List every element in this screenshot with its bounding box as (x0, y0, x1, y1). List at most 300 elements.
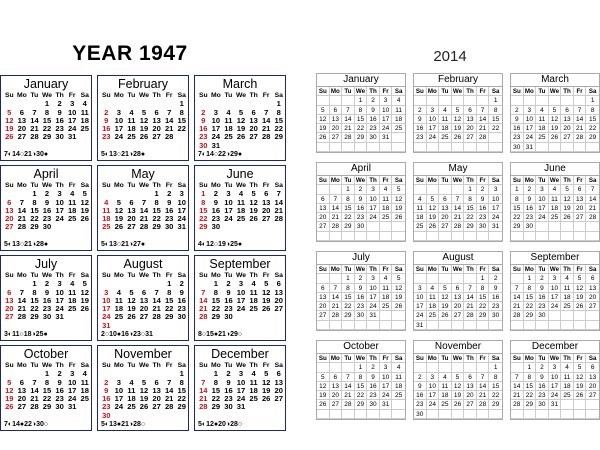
day-cell: 27 (574, 213, 587, 222)
day-cell: 14 (164, 115, 174, 125)
day-cell: 6 (19, 107, 24, 117)
day-cell (330, 143, 343, 152)
day-cell (477, 321, 490, 330)
day-cell: 15 (355, 115, 368, 124)
day-cell: 30 (355, 311, 368, 320)
day-cell: 19 (317, 124, 330, 133)
day-cell: 31 (177, 222, 186, 232)
day-cell: 24 (549, 391, 562, 400)
weekday-label: Tu (30, 362, 39, 369)
day-cell (247, 142, 260, 150)
day-cell: 21 (464, 302, 477, 311)
day-cell: 5 (7, 107, 12, 117)
weekday-label: Su (414, 87, 427, 96)
day-cell: 4 (116, 287, 121, 297)
month-card-november (97, 345, 189, 431)
day-cell: 10 (224, 197, 233, 207)
weekday-label: Fr (380, 265, 393, 274)
day-cell: 3 (57, 279, 62, 289)
day-cell: 23 (489, 302, 502, 311)
day-cell: 22 (489, 391, 502, 400)
moon-phases: 8○15●21◑29○ (198, 331, 243, 338)
day-cell: 18 (439, 124, 452, 133)
day-cell: 7 (452, 195, 465, 204)
week-row (511, 311, 599, 320)
day-cell: 22 (342, 213, 355, 222)
day-cell (66, 223, 79, 231)
day-cell: 31 (55, 312, 64, 322)
weekday-label: Th (152, 272, 161, 279)
day-cell: 27 (139, 312, 149, 322)
day-cell: 21 (511, 391, 524, 400)
weekday-header (511, 265, 599, 274)
day-cell: 25 (561, 302, 574, 311)
day-cell: 12 (139, 115, 149, 125)
weekday-label: We (452, 354, 465, 363)
weekday-label: Fr (574, 354, 587, 363)
day-cell: 6 (264, 189, 269, 199)
month-card-september (510, 251, 600, 331)
day-cell: 21 (164, 394, 174, 404)
weekday-label: Mo (210, 182, 221, 189)
day-cell: 11 (80, 107, 89, 117)
day-cell (222, 223, 235, 231)
day-cell: 2 (226, 369, 231, 379)
week-row (317, 96, 405, 105)
day-cell (464, 274, 477, 283)
moon-phases: 4◐12○19◑25● (198, 241, 243, 248)
week-row (317, 143, 405, 152)
day-cell (536, 321, 549, 330)
month-name: October (23, 347, 69, 361)
day-cell: 13 (586, 373, 599, 382)
day-cell: 10 (211, 115, 221, 125)
weekday-label: Sa (80, 182, 89, 189)
day-cell: 11 (427, 293, 440, 302)
month-card-november (413, 340, 503, 420)
day-cell (367, 222, 380, 231)
day-cell: 14 (164, 385, 174, 395)
day-cell: 23 (199, 132, 208, 142)
day-cell: 26 (452, 133, 465, 142)
day-cell (414, 363, 427, 372)
day-cell: 18 (249, 295, 258, 305)
week-row (511, 143, 599, 152)
day-cell (138, 322, 151, 330)
week-row (414, 115, 502, 124)
day-cell: 12 (5, 385, 14, 395)
day-cell: 24 (55, 304, 64, 314)
day-cell: 20 (574, 204, 587, 213)
day-cell (175, 133, 188, 141)
day-cell: 20 (317, 302, 330, 311)
day-cell: 18 (127, 124, 136, 134)
weekday-label: We (138, 272, 150, 279)
day-cell: 2 (536, 363, 549, 372)
day-cell: 7 (511, 284, 524, 293)
day-cell: 15 (152, 205, 161, 215)
week-row (511, 293, 599, 302)
day-cell (260, 142, 273, 150)
day-cell: 20 (261, 205, 271, 215)
day-cell: 9 (226, 377, 231, 387)
weekday-label: Sa (392, 176, 405, 185)
day-cell: 15 (511, 204, 524, 213)
day-cell: 11 (127, 385, 136, 395)
weekday-label: Sa (274, 182, 283, 189)
day-cell: 8 (201, 197, 206, 207)
day-cell: 21 (30, 394, 39, 404)
day-cell: 5 (141, 377, 147, 387)
day-cell (317, 321, 330, 330)
day-cell: 6 (561, 106, 574, 115)
day-cell: 3 (226, 189, 231, 199)
day-cell: 11 (392, 106, 405, 115)
day-cell: 28 (17, 312, 27, 322)
day-cell: 3 (70, 99, 75, 109)
day-cell: 21 (274, 205, 283, 215)
day-cell (464, 143, 477, 152)
day-cell: 28 (199, 312, 208, 322)
day-cell: 12 (439, 293, 452, 302)
day-cell: 13 (317, 293, 330, 302)
day-cell (511, 232, 524, 241)
day-cell: 2 (213, 189, 218, 199)
day-cell: 3 (536, 185, 549, 194)
day-cell: 13 (330, 382, 343, 391)
day-cell: 13 (274, 287, 283, 297)
weekday-label: Sa (80, 362, 89, 369)
week-row (98, 133, 188, 141)
week-row (1, 223, 91, 231)
weekday-label: Su (101, 362, 111, 369)
day-cell (574, 400, 587, 409)
day-cell: 24 (489, 213, 502, 222)
day-cell: 25 (380, 302, 393, 311)
day-cell: 9 (477, 195, 490, 204)
week-row (195, 313, 285, 321)
day-cell: 18 (127, 394, 136, 404)
day-cell (464, 321, 477, 330)
day-cell: 14 (139, 205, 149, 215)
day-cell (427, 232, 440, 241)
day-cell (235, 223, 248, 231)
weekday-label: Fr (262, 92, 270, 99)
day-cell: 4 (549, 185, 562, 194)
weekday-label: Mo (427, 176, 440, 185)
day-cell: 24 (236, 304, 246, 314)
weekday-label: Sa (392, 87, 405, 96)
day-cell: 29 (511, 222, 524, 231)
day-cell: 11 (380, 284, 393, 293)
day-cell: 5 (129, 287, 134, 297)
day-cell: 21 (17, 304, 27, 314)
day-cell (477, 232, 490, 241)
day-cell: 29 (355, 133, 368, 142)
day-cell: 8 (511, 195, 524, 204)
weekday-label: Tu (224, 362, 233, 369)
day-cell: 6 (439, 195, 452, 204)
day-cell: 6 (574, 185, 587, 194)
moon-phases: 7◐14●22◑30○ (4, 421, 49, 428)
day-cell: 27 (5, 312, 14, 322)
day-cell: 17 (67, 115, 77, 125)
day-cell: 4 (70, 189, 75, 199)
day-cell: 10 (380, 373, 393, 382)
month-card-october (316, 340, 406, 420)
week-row (511, 204, 599, 213)
day-cell (392, 133, 405, 142)
weekday-label: Tu (127, 92, 136, 99)
week-row (317, 302, 405, 311)
weekday-label: Mo (16, 182, 27, 189)
week-row (98, 403, 188, 411)
day-cell: 23 (164, 214, 174, 224)
day-cell: 6 (330, 373, 343, 382)
day-cell (175, 322, 188, 330)
month-card-march (510, 73, 600, 153)
day-cell (113, 412, 126, 420)
day-cell: 3 (427, 106, 440, 115)
day-cell: 9 (355, 195, 368, 204)
day-cell: 26 (439, 311, 452, 320)
weekday-label: Mo (16, 362, 27, 369)
week-row (511, 124, 599, 133)
day-cell: 25 (392, 391, 405, 400)
day-cell (561, 410, 574, 419)
weekday-label: Mo (210, 362, 221, 369)
day-cell: 24 (380, 124, 393, 133)
day-cell: 2 (167, 189, 172, 199)
day-cell: 19 (139, 124, 149, 134)
day-cell: 2 (511, 106, 524, 115)
day-cell: 28 (30, 402, 39, 412)
day-cell: 27 (330, 400, 343, 409)
day-cell: 10 (55, 287, 64, 297)
day-cell: 15 (586, 115, 599, 124)
weekday-label: Tu (127, 272, 136, 279)
day-cell (392, 232, 405, 241)
day-cell: 28 (164, 402, 174, 412)
weekday-label: Th (464, 176, 477, 185)
weekday-label: Sa (177, 272, 186, 279)
day-cell: 14 (17, 205, 27, 215)
weekday-header (98, 362, 188, 370)
day-cell: 15 (211, 295, 221, 305)
week-row (511, 195, 599, 204)
day-cell: 28 (152, 312, 161, 322)
week-row (317, 321, 405, 330)
day-cell (464, 363, 477, 372)
day-cell: 20 (330, 391, 343, 400)
week-row (511, 363, 599, 372)
weekday-label: Tu (224, 272, 233, 279)
day-cell: 15 (464, 204, 477, 213)
day-cell: 22 (152, 214, 161, 224)
day-cell: 7 (264, 107, 269, 117)
day-cell (342, 96, 355, 105)
day-cell: 8 (342, 284, 355, 293)
day-cell: 25 (549, 213, 562, 222)
weekday-label: We (235, 92, 247, 99)
day-cell: 5 (427, 195, 440, 204)
week-row (511, 185, 599, 194)
day-cell (272, 223, 285, 231)
day-cell (439, 363, 452, 372)
day-cell: 18 (80, 385, 89, 395)
day-cell: 21 (164, 124, 174, 134)
day-cell: 12 (317, 115, 330, 124)
day-cell: 10 (114, 385, 124, 395)
week-row (414, 204, 502, 213)
weekday-label: Sa (80, 272, 89, 279)
day-cell: 1 (489, 363, 502, 372)
weekday-label: Mo (330, 87, 343, 96)
day-cell: 10 (177, 197, 186, 207)
weekday-label: Tu (439, 354, 452, 363)
day-cell: 10 (367, 284, 380, 293)
weekday-header (414, 87, 502, 96)
day-cell: 20 (317, 213, 330, 222)
day-cell: 11 (68, 197, 77, 207)
day-cell (489, 133, 502, 142)
day-cell: 7 (19, 197, 24, 207)
month-card-july (316, 251, 406, 331)
day-cell: 21 (261, 124, 271, 134)
day-cell: 28 (477, 133, 490, 142)
week-row (511, 274, 599, 283)
day-cell (78, 223, 91, 231)
weekday-label: Fr (165, 92, 173, 99)
day-cell: 15 (42, 385, 52, 395)
day-cell: 1 (179, 99, 184, 109)
day-cell: 16 (102, 394, 111, 404)
day-cell: 9 (536, 284, 549, 293)
day-cell: 29 (152, 222, 161, 232)
day-cell: 25 (80, 124, 89, 134)
day-cell: 18 (102, 214, 111, 224)
moon-phases: 2○10●16◑23○31 (101, 331, 153, 338)
day-cell (355, 232, 368, 241)
day-cell: 23 (42, 214, 52, 224)
day-cell: 9 (367, 373, 380, 382)
day-cell: 26 (139, 402, 149, 412)
day-cell: 7 (19, 287, 24, 297)
day-cell (150, 322, 163, 330)
day-cell: 15 (42, 115, 52, 125)
day-cell: 10 (367, 195, 380, 204)
day-cell: 14 (452, 204, 465, 213)
day-cell: 28 (464, 311, 477, 320)
day-cell: 13 (561, 115, 574, 124)
day-cell: 9 (213, 197, 218, 207)
day-cell: 4 (129, 107, 134, 117)
day-cell: 22 (342, 302, 355, 311)
day-cell: 2 (477, 185, 490, 194)
day-cell (511, 410, 524, 419)
day-cell: 29 (355, 400, 368, 409)
day-cell: 12 (261, 287, 271, 297)
moon-phases: 5◐13○21◑27● (101, 241, 146, 248)
weekday-label: Th (152, 362, 161, 369)
moon-phases: 5◐13○21◑28● (101, 151, 146, 158)
month-card-january (316, 73, 406, 153)
day-cell: 7 (201, 287, 206, 297)
weekday-label: Tu (342, 354, 355, 363)
day-cell: 20 (274, 295, 283, 305)
day-cell (536, 410, 549, 419)
day-cell (355, 321, 368, 330)
day-cell (66, 313, 79, 321)
day-cell (317, 143, 330, 152)
weekday-label: We (452, 87, 465, 96)
day-cell: 1 (276, 99, 281, 109)
day-cell: 13 (17, 385, 27, 395)
weekday-header (98, 272, 188, 280)
day-cell: 15 (477, 293, 490, 302)
day-cell: 15 (489, 115, 502, 124)
weekday-label: Tu (439, 176, 452, 185)
week-row (414, 133, 502, 142)
month-name: March (222, 77, 258, 91)
day-cell: 25 (439, 133, 452, 142)
day-cell: 21 (30, 124, 39, 134)
day-cell: 18 (249, 385, 258, 395)
week-row (317, 115, 405, 124)
week-row (511, 410, 599, 419)
day-cell (549, 143, 562, 152)
day-cell: 26 (561, 213, 574, 222)
day-cell: 23 (536, 302, 549, 311)
week-row (98, 223, 188, 231)
day-cell: 13 (439, 204, 452, 213)
day-cell (452, 410, 465, 419)
month-name: September (511, 252, 599, 265)
week-row (317, 382, 405, 391)
day-cell: 1 (154, 189, 159, 199)
day-cell: 1 (342, 185, 355, 194)
day-cell (414, 232, 427, 241)
moon-phases: 5◐13○21◑28● (4, 241, 49, 248)
weekday-label: Fr (380, 176, 393, 185)
day-cell: 19 (392, 204, 405, 213)
day-cell: 4 (82, 99, 87, 109)
day-cell: 2 (104, 107, 109, 117)
day-cell: 18 (114, 304, 124, 314)
day-cell: 17 (367, 204, 380, 213)
day-cell (574, 311, 587, 320)
day-cell: 1 (477, 274, 490, 283)
day-cell: 13 (17, 115, 27, 125)
day-cell: 6 (586, 274, 599, 283)
day-cell: 30 (414, 410, 427, 419)
weekday-label: Th (367, 354, 380, 363)
weekday-label: Su (317, 265, 330, 274)
day-cell: 26 (452, 400, 465, 409)
day-cell: 8 (213, 377, 218, 387)
weekday-header (414, 265, 502, 274)
weekday-label: Mo (330, 176, 343, 185)
weekday-label: We (138, 362, 150, 369)
weekday-label: Tu (536, 265, 549, 274)
weekday-label: Sa (274, 92, 283, 99)
day-cell: 12 (549, 115, 562, 124)
weekday-label: Mo (427, 354, 440, 363)
month-name: May (131, 167, 155, 181)
day-cell (439, 96, 452, 105)
day-cell: 3 (367, 274, 380, 283)
day-cell (561, 232, 574, 241)
